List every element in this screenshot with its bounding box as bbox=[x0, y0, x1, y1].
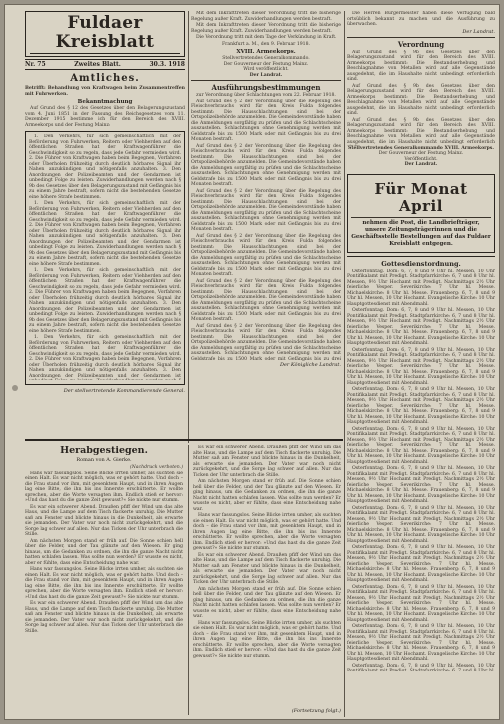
service-schedule: Osterfonntag. Dom: 6, 7, 8 und 9 Uhr hl. Messen, 10 Uhr Pontifikalamt mit Predigt. Stadtpfarrkirche: 6, 7 und 8 Uhr hl. Messen, 9½ Uhr Hochamt mit Predigt. Nachmittags 2½ Uhr feierliche Vesper. Severikirche: 7 Uhr hl. Messe. Michaelskirche: 8 Uhr hl. Messe. Frauenberg: 6, 7, 8 und 9 Uhr hl. Messen, 10 Uhr Hochamt. Evangelische Kirche: 10 Uhr Hauptgottesdienst mit Abendmahl. Osterfonntag. Dom: 6, 7, 8 und 9 Uhr hl. Messen, 10 Uhr Pontifikalamt mit Predigt. Stadtpfarrkirche: 6, 7 und 8 Uhr hl. Messen, 9½ Uhr Hochamt mit Predigt. Nachmittags 2½ Uhr feierliche Vesper. Severikirche: 7 Uhr hl. Messe. Michaelskirche: 8 Uhr hl. Messe. Frauenberg: 6, 7, 8 und 9 Uhr hl. Messen, 10 Uhr Hochamt. Evangelische Kirche: 10 Uhr Hauptgottesdienst mit Abendmahl. Osterfonntag. Dom: 6, 7, 8 und 9 Uhr hl. Messen, 10 Uhr Pontifikalamt mit Predigt. Stadtpfarrkirche: 6, 7 und 8 Uhr hl. Messen, 9½ Uhr Hochamt mit Predigt. Nachmittags 2½ Uhr feierliche Vesper. Severikirche: 7 Uhr hl. Messe. Michaelskirche: 8 Uhr hl. Messe. Frauenberg: 6, 7, 8 und 9 Uhr hl. Messen, 10 Uhr Hochamt. Evangelische Kirche: 10 Uhr Hauptgottesdienst mit Abendmahl. Osterfonntag. Dom: 6, 7, 8 und 9 Uhr hl. Messen, 10 Uhr Pontifikalamt mit Predigt. Stadtpfarrkirche: 6, 7 und 8 Uhr hl. Messen, 9½ Uhr Hochamt mit Predigt. Nachmittags 2½ Uhr feierliche Vesper. Severikirche: 7 Uhr hl. Messe. Michaelskirche: 8 Uhr hl. Messe. Frauenberg: 6, 7, 8 und 9 Uhr hl. Messen, 10 Uhr Hochamt. Evangelische Kirche: 10 Uhr Hauptgottesdienst mit Abendmahl. Osterfonntag. Dom: 6, 7, 8 und 9 Uhr hl. Messen, 10 Uhr Pontifikalamt mit Predigt. Stadtpfarrkirche: 6, 7 und 8 Uhr hl. Messen, 9½ Uhr Hochamt mit Predigt. Nachmittags 2½ Uhr feierliche Vesper. Severikirche: 7 Uhr hl. Messe. Michaelskirche: 8 Uhr hl. Messe. Frauenberg: 6, 7, 8 und 9 Uhr hl. Messen, 10 Uhr Hochamt. Evangelische Kirche: 10 Uhr Hauptgottesdienst mit Abendmahl. Osterfonntag. Dom: 6, 7, 8 und 9 Uhr hl. Messen, 10 Uhr Pontifikalamt mit Predigt. Stadtpfarrkirche: 6, 7 und 8 Uhr hl. Messen, 9½ Uhr Hochamt mit Predigt. Nachmittags 2½ Uhr feierliche Vesper. Severikirche: 7 Uhr hl. Messe. Michaelskirche: 8 Uhr hl. Messe. Frauenberg: 6, 7, 8 und 9 Uhr hl. Messen, 10 Uhr Hochamt. Evangelische Kirche: 10 Uhr Hauptgottesdienst mit Abendmahl. Osterfonntag. Dom: 6, 7, 8 und 9 Uhr hl. Messen, 10 Uhr Pontifikalamt mit Predigt. Stadtpfarrkirche: 6, 7 und 8 Uhr hl. Messen, 9½ Uhr Hochamt mit Predigt. Nachmittags 2½ Uhr feierliche Vesper. Severikirche: 7 Uhr hl. Messe. Michaelskirche: 8 Uhr hl. Messe. Frauenberg: 6, 7, 8 und 9 Uhr hl. Messen, 10 Uhr Hochamt. Evangelische Kirche: 10 Uhr Hauptgottesdienst mit Abendmahl. Osterfonntag. Dom: 6, 7, 8 und 9 Uhr hl. Messen, 10 Uhr Pontifikalamt mit Predigt. Stadtpfarrkirche: 6, 7 und 8 Uhr hl. Messen, 9½ Uhr Hochamt mit Predigt. Nachmittags 2½ Uhr feierliche Vesper. Severikirche: 7 Uhr hl. Messe. Michaelskirche: 8 Uhr hl. Messe. Frauenberg: 6, 7, 8 und 9 Uhr hl. Messen, 10 Uhr Hochamt. Evangelische Kirche: 10 Uhr Hauptgottesdienst mit Abendmahl. Osterfonntag. Dom: 6, 7, 8 und 9 Uhr hl. Messen, 10 Uhr Pontifikalamt mit Predigt. Stadtpfarrkirche: 6, 7 und 8 Uhr hl. Messen, 9½ Uhr Hochamt mit Predigt. Nachmittags 2½ Uhr feierliche Vesper. Severikirche: 7 Uhr hl. Messe. Michaelskirche: 8 Uhr hl. Messe. Frauenberg: 6, 7, 8 und 9 Uhr hl. Messen, 10 Uhr Hochamt. Evangelische Kirche: 10 Uhr Hauptgottesdienst mit Abendmahl. Osterfonntag. Dom: 6, 7, 8 und 9 Uhr hl. Messen, 10 Uhr Pontifikalamt mit Predigt. Stadtpfarrkirche: 6, 7 und 8 Uhr hl. Messen, 9½ Uhr Hochamt mit Predigt. Nachmittags 2½ Uhr feierliche Vesper. Severikirche: 7 Uhr hl. Messe. Michaelskirche: 8 Uhr hl. Messe. Frauenberg: 6, 7, 8 und 9 Uhr hl. Messen, 10 Uhr Hochamt. Evangelische Kirche: 10 Uhr Hauptgottesdienst mit Abendmahl. Osterfonntag. Dom: 6, 7, 8 und 9 Uhr hl. Messen, 10 Uhr bbox=[347, 268, 495, 669]
governor-line: Der Gouverneur der Festung Mainz. bbox=[378, 151, 464, 156]
column-1 bbox=[25, 11, 185, 443]
divider bbox=[351, 217, 491, 218]
divider bbox=[191, 80, 341, 81]
notice-heading: Betrifft: Behandlung von Kraftwagen beim Zusammentreffen mit Fuhrwerken. bbox=[25, 86, 185, 97]
regulation-text: Auf Grund des § 2 der Verordnung über die Regelung des Fleischverbrauchs wird für den Kreis Fulda folgendes bestimmt: Die Hausschlachtungen sind bei der Ortspolizeibehörde anzumelden. Die Gemeindevorstände haben die Anmeldungen sorgfältig zu prüfen und die Schlachtscheine auszustellen. Schlachtungen ohne Genehmigung werden mit Geldstrafe bis zu 1500 Mark oder mit Gefängnis bis zu drei Monaten bestraft. Auf Grund des § 2 der Verordnung über die Regelung des Fleischverbrauchs wird für den Kreis Fulda folgendes bestimmt: Die Hausschlachtungen sind bei der Ortspolizeibehörde anzumelden. Die Gemeindevorstände haben die Anmeldungen sorgfältig zu prüfen und die Schlachtscheine auszustellen. Schlachtungen ohne Genehmigung werden mit Geldstrafe bis zu 1500 Mark oder mit Gefängnis bis zu drei Monaten bestraft. Auf Grund des § 2 der Verordnung über die Regelung des Fleischverbrauchs wird für den Kreis Fulda folgendes bestimmt: Die Hausschlachtungen sind bei der Ortspolizeibehörde anzumelden. Die Gemeindevorstände haben die Anmeldungen sorgfältig zu prüfen und die Schlachtscheine auszustellen. Schlachtungen ohne Genehmigung werden mit Geldstrafe bis zu 1500 Mark oder mit Gefängnis bis zu drei Monaten bestraft. Auf Grund des § 2 der Verordnung über die Regelung des Fleischverbrauchs wird für den Kreis Fulda folgendes bestimmt: Die Hausschlachtungen sind bei der Ortspolizeibehörde anzumelden. Die Gemeindevorstände haben die Anmeldungen sorgfältig zu prüfen und die Schlachtscheine auszustellen. Schlachtungen ohne Genehmigung werden mit Geldstrafe bis zu 1500 Mark oder mit Gefängnis bis zu drei Monaten bestraft. Auf Grund des § 2 der Verordnung über die Regelung des Fleischverbrauchs wird für den Kreis Fulda folgendes bestimmt: Die Hausschlachtungen sind bei der Ortspolizeibehörde anzumelden. Die Gemeindevorstände haben die Anmeldungen sorgfältig zu prüfen und die Schlachtscheine auszustellen. Schlachtungen ohne Genehmigung werden mit Geldstrafe bis zu 1500 Mark oder mit Gefängnis bis zu drei Monaten bestraft. Auf Grund des § 2 der Verordnung über die Regelung des Fleischverbrauchs wird für den Kreis Fulda folgendes bestimmt: Die Hausschlachtungen sind bei der Ortspolizeibehörde anzumelden. Die Gemeindevorstände haben die Anmeldungen sorgfältig zu prüfen und die Schlachtscheine auszustellen. Schlachtungen ohne Genehmigung werden mit Geldstrafe bis zu 1500 Mark oder mit Gefängnis bis zu drei bbox=[191, 98, 341, 361]
reprint-note: (Nachdruck verboten.) bbox=[130, 465, 183, 470]
section-heading: Ausführungsbestimmungen bbox=[211, 83, 321, 92]
column-2 bbox=[191, 11, 341, 443]
feuilleton-col-1 bbox=[25, 445, 183, 717]
announcement-intro: Auf Grund des § 12 des Gesetzes über den Belagerungszustand vom 4. Juni 1851 in der Fassung des Reichsgesetzes vom 11. Dezember 1915 bestimme ich für den Bereich des XVIII. Armeekorps und der Festung Mainz: bbox=[25, 106, 185, 128]
corps-heading: XVIII. Armeekorps. bbox=[236, 49, 296, 55]
regulation-text: Auf Grund des § 9b des Gesetzes über den Belagerungszustand wird für den Bereich des XVIII. Armeekorps bestimmt: Die Bestandserhebung und Beschlagnahme von Metallen wird auf alle Gegenstände ausgedehnt, die im Haushalte nicht unbedingt erforderlich sind. Auf Grund des § 9b des Gesetzes über den Belagerungszustand wird für den Bereich des XVIII. Armeekorps bestimmt: Die Bestandserhebung und Beschlagnahme von Metallen wird auf alle Gegenstände ausgedehnt, die im Haushalte nicht unbedingt erforderlich sind. Auf Grund des § 9b des Gesetzes über den Belagerungszustand wird für den Bereich des XVIII. Armeekorps bestimmt: Die Bestandserhebung und Beschlagnahme von Metallen wird auf alle Gegenstände ausgedehnt, die im Haushalte nicht unbedingt erforderlich bbox=[347, 49, 495, 145]
place-date: Frankfurt a. M., den 9. Februar 1918. bbox=[222, 41, 310, 47]
continued-text: Die Herren Bürgermeister haben diese Verfügung bald ortsüblich bekannt zu machen und die Ausführung zu überwachen. bbox=[347, 11, 495, 27]
continued-text: Mit dem Inkrafttreten dieser Verordnung tritt die bisherige Regelung außer Kraft. Zuwiderhandlungen werden bestraft. Mit dem Inkrafttreten dieser Verordnung tritt die bisherige Regelung außer Kraft. Zuwiderhandlungen werden bestraft. bbox=[191, 11, 341, 34]
signature: Der Königliche Landrat. bbox=[279, 361, 341, 368]
announcement-heading: Bekanntmachung bbox=[77, 99, 133, 105]
binding-hole bbox=[12, 385, 18, 391]
story-text: Hans war fassungslos. Seine Blicke irrten umher, als suchten sie einen Halt. Es war nicht möglich, was er gehört hatte. Und doch – die Frau stand vor ihm, mit gesenktem Haupt, und in ihren Augen lag eine Bitte, die ihn bis ins Innerste erschütterte. Er wollte sprechen, aber die Worte versagten ihm. Endlich stieß er hervor: »Und das hast du die ganze Zeit gewusst?« Sie nickte nur stumm. Es war ein schwerer Abend. Draußen pfiff der Wind um das alte Haus, und die Lampe auf dem Tisch flackerte unruhig. Die Mutter saß am Fenster und blickte hinaus in die Dunkelheit, als erwarte sie jemanden. Der Vater war noch nicht zurückgekehrt, und die Sorge lag schwer auf allen. Nur das Ticken der Uhr unterbrach die Stille. Am nächsten Morgen stand er früh auf. Die Sonne schien hell über die Felder, und der Tau glänzte auf den Wiesen. Er ging hinaus, um die Gedanken zu ordnen, die ihn die ganze Nacht nicht hatten schlafen lassen. Was sollte nun werden? Er wusste es nicht, aber er fühlte, dass eine Entscheidung nahe war. Hans war fassungslos. Seine Blicke irrten umher, als suchten sie einen Halt. Es war nicht möglich, was er gehört hatte. Und doch – die Frau stand vor ihm, mit gesenktem Haupt, und in ihren Augen lag eine Bitte, die ihn bis ins Innerste erschütterte. Er wollte sprechen, aber die Worte versagten ihm. Endlich stieß er hervor: »Und das hast du die ganze Zeit gewusst?« Sie nickte nur stumm. Es war ein schwerer Abend. Draußen pfiff der Wind um das alte Haus, und die Lampe auf dem Tisch flackerte unruhig. Die Mutter saß am Fenster und blickte hinaus in die Dunkelheit, als erwarte sie jemanden. Der Vater war noch nicht zurückgekehrt, und die Sorge lag schwer auf allen. Nur das Ticken der Uhr unterbrach die Stille. bbox=[25, 470, 183, 634]
regulation-text: 1. Den Verkehrs, für sich gemeinschaftlich mit der Beförderung von Fuhrwerken, Reitern oder Viehherden auf den öffentlichen Straßen hat der Kraftwagenführer die Geschwindigkeit so zu regeln, dass jede Gefahr vermieden wird. 2. Die Führer von Kraftwagen haben beim Begegnen, Vorfahren oder Überholen frühzeitig durch deutlich hörbares Signal ihr Nahen anzukündigen und nötigenfalls anzuhalten. 3. Den Anordnungen der Polizeibeamten und der Gendarmen ist unbedingt Folge zu leisten. Zuwiderhandlungen werden nach § 9b des Gesetzes über den Belagerungszustand mit Gefängnis bis zu einem Jahre bestraft, sofern nicht die bestehenden Gesetze eine höhere Strafe bestimmen. 1. Den Verkehrs, für sich gemeinschaftlich mit der Beförderung von Fuhrwerken, Reitern oder Viehherden auf den öffentlichen Straßen hat der Kraftwagenführer die Geschwindigkeit so zu regeln, dass jede Gefahr vermieden wird. 2. Die Führer von Kraftwagen haben beim Begegnen, Vorfahren oder Überholen frühzeitig durch deutlich hörbares Signal ihr Nahen anzukündigen und nötigenfalls anzuhalten. 3. Den Anordnungen der Polizeibeamten und der Gendarmen ist unbedingt Folge zu leisten. Zuwiderhandlungen werden nach § 9b des Gesetzes über den Belagerungszustand mit Gefängnis bis zu einem Jahre bestraft, sofern nicht die bestehenden Gesetze eine höhere Strafe bestimmen. 1. Den Verkehrs, für sich gemeinschaftlich mit der Beförderung von Fuhrwerken, Reitern oder Viehherden auf den öffentlichen Straßen hat der Kraftwagenführer die Geschwindigkeit so zu regeln, dass jede Gefahr vermieden wird. 2. Die Führer von Kraftwagen haben beim Begegnen, Vorfahren oder Überholen frühzeitig durch deutlich hörbares Signal ihr Nahen anzukündigen und nötigenfalls anzuhalten. 3. Den Anordnungen der Polizeibeamten und der Gendarmen ist unbedingt Folge zu leisten. Zuwiderhandlungen werden nach § 9b des Gesetzes über den Belagerungszustand mit Gefängnis bis zu einem Jahre bestraft, sofern nicht die bestehenden Gesetze eine höhere Strafe bestimmen. 1. Den Verkehrs, für sich gemeinschaftlich mit der Beförderung von Fuhrwerken, Reitern oder Viehherden auf den öffentlichen Straßen hat der Kraftwagenführer die Geschwindigkeit so zu regeln, dass jede Gefahr vermieden wird. 2. Die Führer von Kraftwagen haben beim Begegnen, Vorfahren oder Überholen frühzeitig durch deutlich hörbares Signal ihr Nahen anzukündigen und nötigenfalls anzuhalten. 3. Den Anordnungen der Polizeibeamten und der Gendarmen ist bbox=[29, 134, 181, 379]
ad-headline: Für Monat April bbox=[374, 179, 468, 215]
regulation-box bbox=[25, 131, 185, 385]
story-byline: Roman von A. Gierke. bbox=[76, 457, 132, 463]
column-3 bbox=[347, 11, 495, 717]
story-title: Herabgestiegen. bbox=[60, 445, 148, 456]
issue-row bbox=[25, 59, 185, 70]
corps-line: Stellvertretendes Generalkommando XVIII. Armeekorps. bbox=[348, 145, 494, 151]
masthead bbox=[25, 11, 185, 57]
section-heading: Gottesdienstordnung. bbox=[381, 259, 461, 268]
feuilleton-col-2 bbox=[193, 445, 341, 717]
signature: Der Landrat. bbox=[462, 28, 495, 35]
publication-line: Veröffentlicht. bbox=[404, 156, 438, 162]
edition-label: Zweites Blatt. bbox=[74, 61, 121, 68]
masthead-rule bbox=[30, 53, 180, 55]
verordnung-note: Die Verordnung tritt mit dem Tage der Verkündung in Kraft. bbox=[196, 35, 337, 40]
publication-line: Wird veröffentlicht. bbox=[243, 67, 289, 72]
subscription-ad bbox=[347, 174, 495, 253]
ad-text: nehmen die Post, die Landbriefträger, unsere Zeitungsträgerinnen und die Geschäftsstelle Bestellungen auf das Fuldaer Kreisblatt entgegen. bbox=[351, 219, 491, 247]
masthead-title: Fuldaer Kreisblatt bbox=[55, 13, 155, 52]
story-text: Es war ein schwerer Abend. Draußen pfiff der Wind um das alte Haus, und die Lampe auf dem Tisch flackerte unruhig. Die Mutter saß am Fenster und blickte hinaus in die Dunkelheit, als erwarte sie jemanden. Der Vater war noch nicht zurückgekehrt, und die Sorge lag schwer auf allen. Nur das Ticken der Uhr unterbrach die Stille. Am nächsten Morgen stand er früh auf. Die Sonne schien hell über die Felder, und der Tau glänzte auf den Wiesen. Er ging hinaus, um die Gedanken zu ordnen, die ihn die ganze Nacht nicht hatten schlafen lassen. Was sollte nun werden? Er wusste es nicht, aber er fühlte, dass eine Entscheidung nahe war. Hans war fassungslos. Seine Blicke irrten umher, als suchten sie einen Halt. Es war nicht möglich, was er gehört hatte. Und doch – die Frau stand vor ihm, mit gesenktem Haupt, und in ihren Augen lag eine Bitte, die ihn bis ins Innerste erschütterte. Er wollte sprechen, aber die Worte versagten ihm. Endlich stieß er hervor: »Und das hast du die ganze Zeit gewusst?« Sie nickte nur stumm. Es war ein schwerer Abend. Draußen pfiff der Wind um das alte Haus, und die Lampe auf dem Tisch flackerte unruhig. Die Mutter saß am Fenster und blickte hinaus in die Dunkelheit, als erwarte sie jemanden. Der Vater war noch nicht zurückgekehrt, und die Sorge lag schwer auf allen. Nur das Ticken der Uhr unterbrach die Stille. Am nächsten Morgen stand er früh auf. Die Sonne schien hell über die Felder, und der Tau glänzte auf den Wiesen. Er ging hinaus, um die Gedanken zu ordnen, die ihn die ganze Nacht nicht hatten schlafen lassen. Was sollte nun werden? Er wusste es nicht, aber er fühlte, dass eine Entscheidung nahe war. Hans war fassungslos. Seine Blicke irrten umher, als suchten sie einen Halt. Es war nicht möglich, was er gehört hatte. Und doch – die Frau stand vor ihm, mit gesenktem Haupt, und in ihren Augen lag eine Bitte, die ihn bis ins Innerste erschütterte. Er wollte sprechen, aber die Worte versagten ihm. Endlich stieß er hervor: »Und das hast du die ganze Zeit gewusst?« Sie nickte nur stumm. bbox=[193, 445, 341, 659]
governor-line: Der Gouverneur der Festung Mainz. bbox=[223, 61, 309, 67]
feuilleton-rule bbox=[25, 439, 343, 441]
column-rule bbox=[188, 445, 189, 715]
corps-subheading: Stellvertretendes Generalkommando. bbox=[222, 56, 310, 61]
divider bbox=[347, 37, 495, 38]
landrat-line: Der Landrat. bbox=[404, 162, 438, 167]
divider bbox=[347, 256, 495, 257]
column-rule bbox=[344, 11, 345, 717]
issue-date: 30.3. 1918 bbox=[149, 61, 185, 68]
continuation-note: (Fortsetzung folgt.) bbox=[291, 708, 341, 714]
newspaper-page bbox=[4, 4, 500, 720]
landrat-line: Der Landrat. bbox=[249, 72, 283, 78]
section-heading: Amtliches. bbox=[70, 73, 140, 84]
issue-number: Nr. 75 bbox=[25, 61, 46, 68]
signature: Der stellvertretende Kommandierende General. bbox=[63, 388, 185, 394]
column-rule bbox=[188, 11, 189, 443]
section-heading: Verordnung bbox=[397, 39, 445, 49]
section-subheading: zur Verordnung über Schlachtungen vom 22. Februar 1918. bbox=[196, 93, 336, 98]
